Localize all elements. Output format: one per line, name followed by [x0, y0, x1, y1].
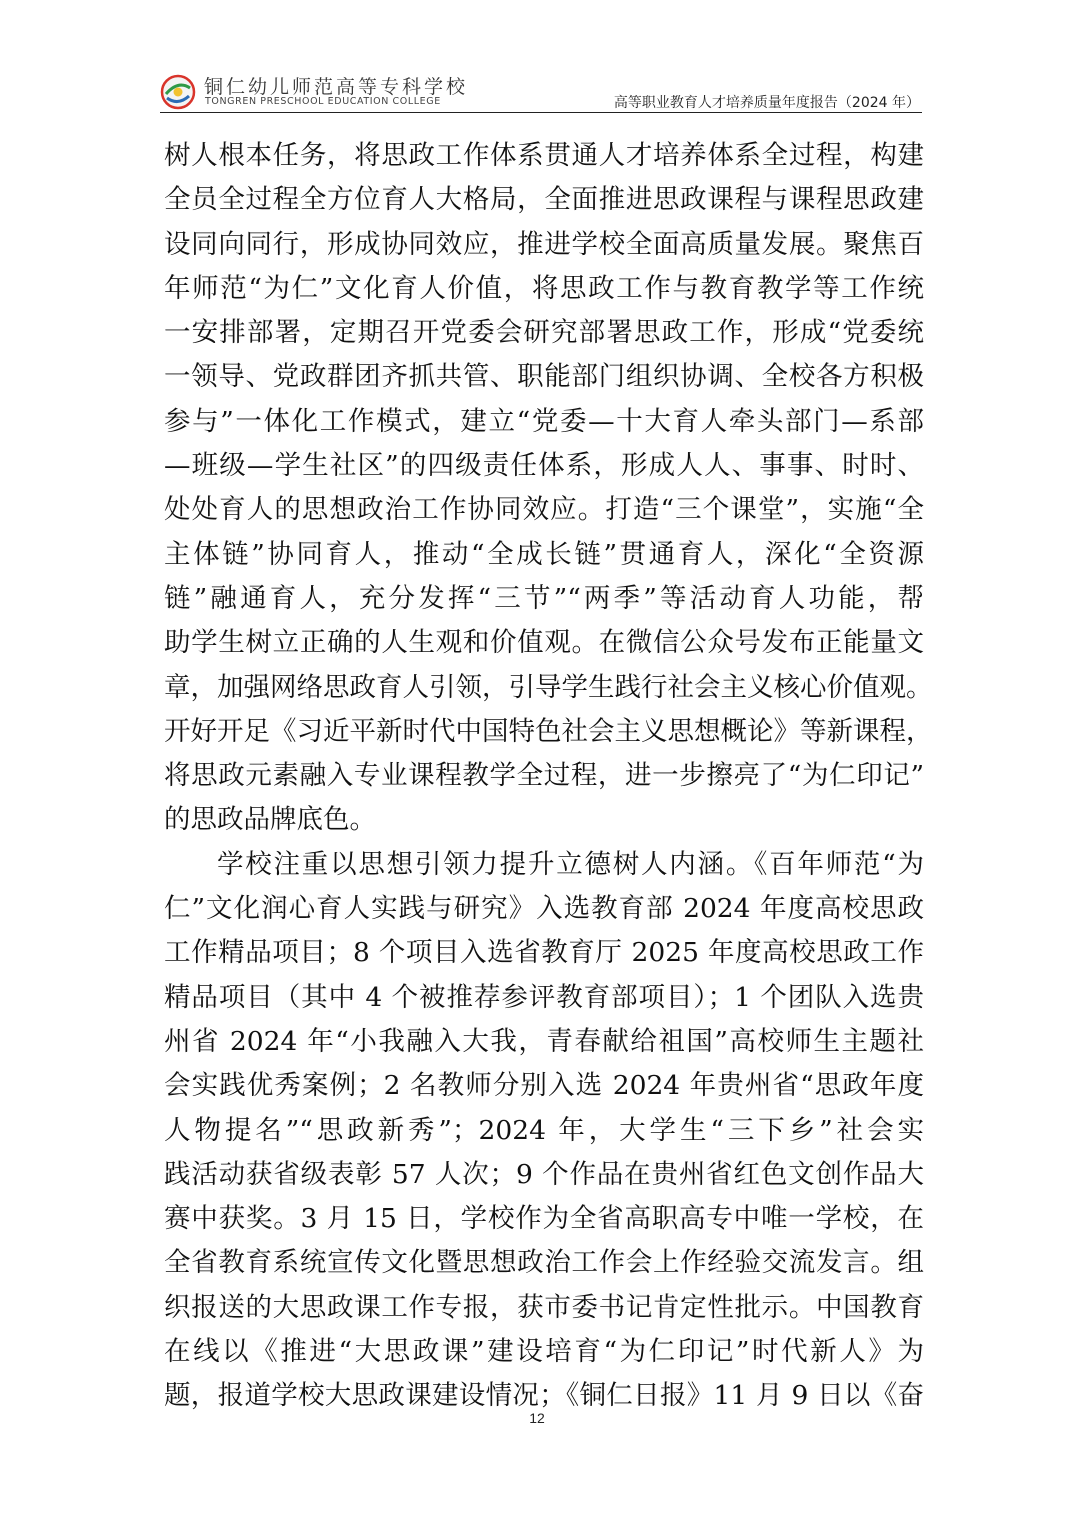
text-line: —班级—学生社区”的四级责任体系，形成人人、事事、时时、 [164, 450, 924, 482]
text-line: 的思政品牌底色。 [164, 804, 376, 836]
text-line: 践活动获省级表彰 57 人次；9 个作品在贵州省红色文创作品大 [164, 1158, 924, 1190]
text-line: 精品项目（其中 4 个被推荐参评教育部项目）；1 个团队入选贵 [164, 981, 924, 1013]
text-line: 一领导、党政群团齐抓共管、职能部门组织协调、全校各方积极 [164, 361, 924, 393]
text-line: 链”融通育人，充分发挥“三节”“两季”等活动育人功能，帮 [164, 582, 924, 614]
text-line: 设同向同行，形成协同效应，推进学校全面高质量发展。聚焦百 [164, 228, 924, 260]
text-line: 赛中获奖。3 月 15 日，学校作为全省高职高专中唯一学校，在 [164, 1203, 924, 1235]
text-line: 题，报道学校大思政课建设情况；《铜仁日报》11 月 9 日以《奋 [164, 1380, 924, 1412]
text-line: 助学生树立正确的人生观和价值观。在微信公众号发布正能量文 [164, 627, 924, 659]
text-line: 全省教育系统宣传文化暨思想政治工作会上作经验交流发言。组 [164, 1247, 924, 1279]
text-line: 在线以《推进“大思政课”建设培育“为仁印记”时代新人》为 [164, 1336, 924, 1368]
page-header [160, 68, 922, 113]
text-line: 树人根本任务，将思政工作体系贯通人才培养体系全过程，构建 [164, 140, 924, 171]
text-line: 州省 2024 年“小我融入大我，青春献给祖国”高校师生主题社 [164, 1025, 924, 1057]
text-line: 年师范“为仁”文化育人价值，将思政工作与教育教学等工作统 [164, 272, 924, 304]
text-line: 处处育人的思想政治工作协同效应。打造“三个课堂”，实施“全 [164, 494, 924, 526]
text-line: 仁”文化润心育人实践与研究》入选教育部 2024 年度高校思政 [164, 893, 924, 925]
text-line: 将思政元素融入专业课程教学全过程，进一步擦亮了“为仁印记” [164, 760, 924, 792]
text-line: 织报送的大思政课工作专报，获市委书记肯定性批示。中国教育 [164, 1291, 924, 1323]
text-line: 主体链”协同育人，推动“全成长链”贯通育人，深化“全资源 [164, 538, 924, 570]
text-line: 一安排部署，定期召开党委会研究部署思政工作，形成“党委统 [164, 317, 924, 349]
text-line: 人物提名”“思政新秀”；2024 年，大学生“三下乡”社会实 [164, 1114, 924, 1146]
report-title: 高等职业教育人才培养质量年度报告（2024 年） [613, 95, 920, 111]
text-line: 工作精品项目；8 个项目入选省教育厅 2025 年度高校思政工作 [164, 937, 924, 969]
school-name-en: TONGREN PRESCHOOL EDUCATION COLLEGE [205, 96, 441, 107]
school-name-cn: 铜仁幼儿师范高等专科学校 [204, 76, 469, 98]
text-line: 参与”一体化工作模式，建立“党委—十大育人牵头部门—系部 [164, 405, 924, 437]
text-line: 全员全过程全方位育人大格局，全面推进思政课程与课程思政建 [164, 184, 924, 216]
text-line: 会实践优秀案例；2 名教师分别入选 2024 年贵州省“思政年度 [164, 1070, 924, 1102]
text-line: 章，加强网络思政育人引领，引导学生践行社会主义核心价值观。 [164, 671, 933, 703]
paragraph-first-line: 学校注重以思想引领力提升立德树人内涵。《百年师范“为 [217, 848, 924, 880]
text-line: 开好开足《习近平新时代中国特色社会主义思想概论》等新课程， [164, 715, 933, 747]
school-emblem-icon [160, 74, 196, 110]
page-number: 12 [529, 1410, 545, 1426]
body-text [164, 134, 933, 1419]
